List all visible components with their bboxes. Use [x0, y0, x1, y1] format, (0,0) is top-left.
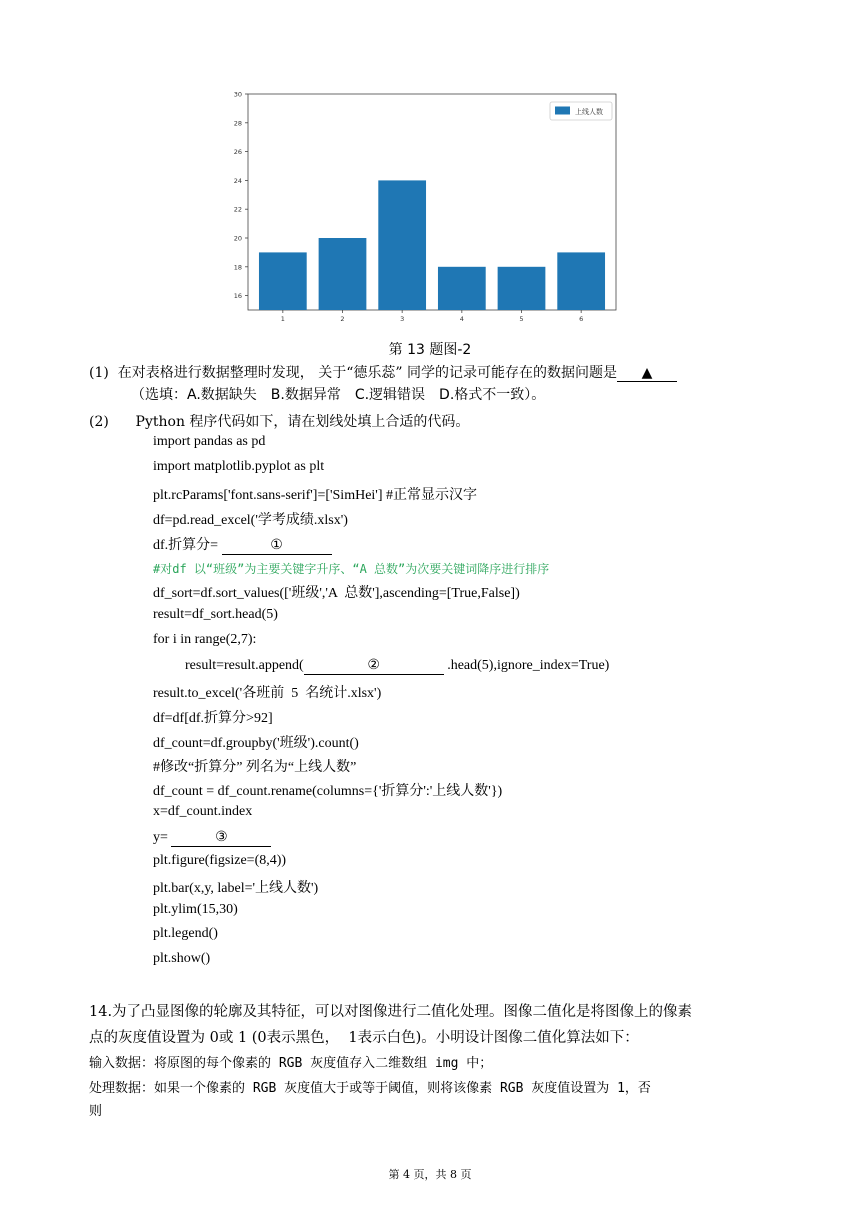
bar — [319, 238, 367, 310]
y-tick-label: 22 — [233, 205, 242, 214]
code-line-7: result=df_sort.head(5) — [153, 607, 278, 622]
y-tick-label: 18 — [233, 263, 242, 272]
blank-1: ① — [222, 537, 332, 555]
figure-caption: 第 13 题图-2 — [388, 342, 472, 358]
q1-options: （选填：A.数据缺失 B.数据异常 C.逻辑错误 D.格式不一致）。 — [131, 387, 546, 403]
bar — [557, 252, 605, 310]
y-tick-label: 28 — [233, 119, 242, 128]
q2-line — [89, 411, 469, 431]
q14-line-5: 则 — [89, 1104, 103, 1119]
x-tick-label: 1 — [280, 315, 285, 323]
code-text: .head(5),ignore_index=True) — [443, 658, 610, 673]
bar — [498, 267, 546, 310]
code-line-16: plt.figure(figsize=(8,4)) — [153, 853, 287, 868]
code-line-11: df=df[df.折算分>92] — [153, 711, 273, 726]
q1-line — [89, 362, 677, 382]
code-line-1: import pandas as pd — [153, 434, 266, 449]
y-tick-label: 16 — [233, 292, 242, 301]
q1-text: 在对表格进行数据整理时发现， 关于“德乐蕊” 同学的记录可能存在的数据问题是 — [117, 365, 617, 381]
code-line-4: df=pd.read_excel('学考成绩.xlsx') — [153, 513, 348, 528]
bar-chart — [224, 89, 624, 335]
y-tick-label: 24 — [233, 176, 242, 185]
x-tick-label: 3 — [400, 315, 405, 323]
q2-number: (2) — [89, 414, 109, 430]
code-line-12: df_count=df.groupby('班级').count() — [153, 736, 359, 751]
y-tick-label: 26 — [233, 148, 242, 157]
code-line-14: x=df_count.index — [153, 804, 253, 819]
code-text: result=result.append( — [185, 658, 304, 673]
q1-answer-blank: ▲ — [617, 365, 677, 382]
code-line-13: df_count = df_count.rename(columns={'折算分':'上线人数'}) — [153, 784, 503, 799]
x-tick-label: 2 — [340, 315, 345, 323]
y-tick-label: 30 — [233, 90, 242, 99]
x-tick-label: 6 — [579, 315, 584, 323]
code-line-9 — [185, 657, 609, 675]
q2-text: Python 程序代码如下，请在划线处填上合适的代码。 — [135, 414, 470, 430]
q14-line-3: 输入数据：将原图的每个像素的 RGB 灰度值存入二维数组 img 中； — [89, 1056, 493, 1071]
q14-line-2: 点的灰度值设置为 0或 1 (0表示黑色， 1表示白色)。小明设计图像二值化算法如下： — [89, 1030, 639, 1046]
blank-3: ③ — [171, 829, 271, 847]
bar — [259, 252, 307, 310]
legend-swatch — [555, 107, 570, 115]
q14-line-1: 14.为了凸显图像的轮廓及其特征，可以对图像进行二值化处理。图像二值化是将图像上的像素 — [89, 1004, 693, 1020]
code-line-8: for i in range(2,7): — [153, 632, 257, 647]
code-line-15 — [153, 829, 271, 847]
x-tick-label: 4 — [459, 315, 464, 323]
x-tick-label: 5 — [519, 315, 524, 323]
code-text: df.折算分= — [153, 538, 219, 553]
code-line-18: plt.ylim(15,30) — [153, 902, 238, 917]
code-line-2: import matplotlib.pyplot as plt — [153, 459, 325, 474]
blank-2: ② — [304, 657, 444, 675]
code-comment-1: #对df 以“班级”为主要关键字升序、“A 总数”为次要关键词降序进行排序 — [153, 562, 550, 576]
legend-label: 上线人数 — [575, 108, 603, 116]
bar — [438, 267, 486, 310]
code-line-6: df_sort=df.sort_values(['班级','A 总数'],ascending=[True,False]) — [153, 586, 520, 601]
code-comment-2: #修改“折算分” 列名为“上线人数” — [153, 760, 357, 775]
code-line-17: plt.bar(x,y, label='上线人数') — [153, 881, 319, 896]
code-line-5 — [153, 534, 332, 555]
y-tick-label: 20 — [233, 234, 242, 243]
code-text: y= — [153, 830, 168, 845]
code-line-3: plt.rcParams['font.sans-serif']=['SimHei'] #正常显示汉字 — [153, 488, 477, 503]
code-line-19: plt.legend() — [153, 926, 218, 941]
bar-chart-figure — [224, 89, 624, 335]
q1-number: (1) — [89, 365, 109, 381]
q14-line-4: 处理数据：如果一个像素的 RGB 灰度值大于或等于阈值，则将该像素 RGB 灰度值设置为 1，否 — [89, 1081, 651, 1096]
page-footer: 第 4 页，共 8 页 — [388, 1168, 472, 1181]
code-line-20: plt.show() — [153, 951, 211, 966]
bar — [378, 180, 426, 310]
code-line-10: result.to_excel('各班前 5 名统计.xlsx') — [153, 686, 382, 701]
